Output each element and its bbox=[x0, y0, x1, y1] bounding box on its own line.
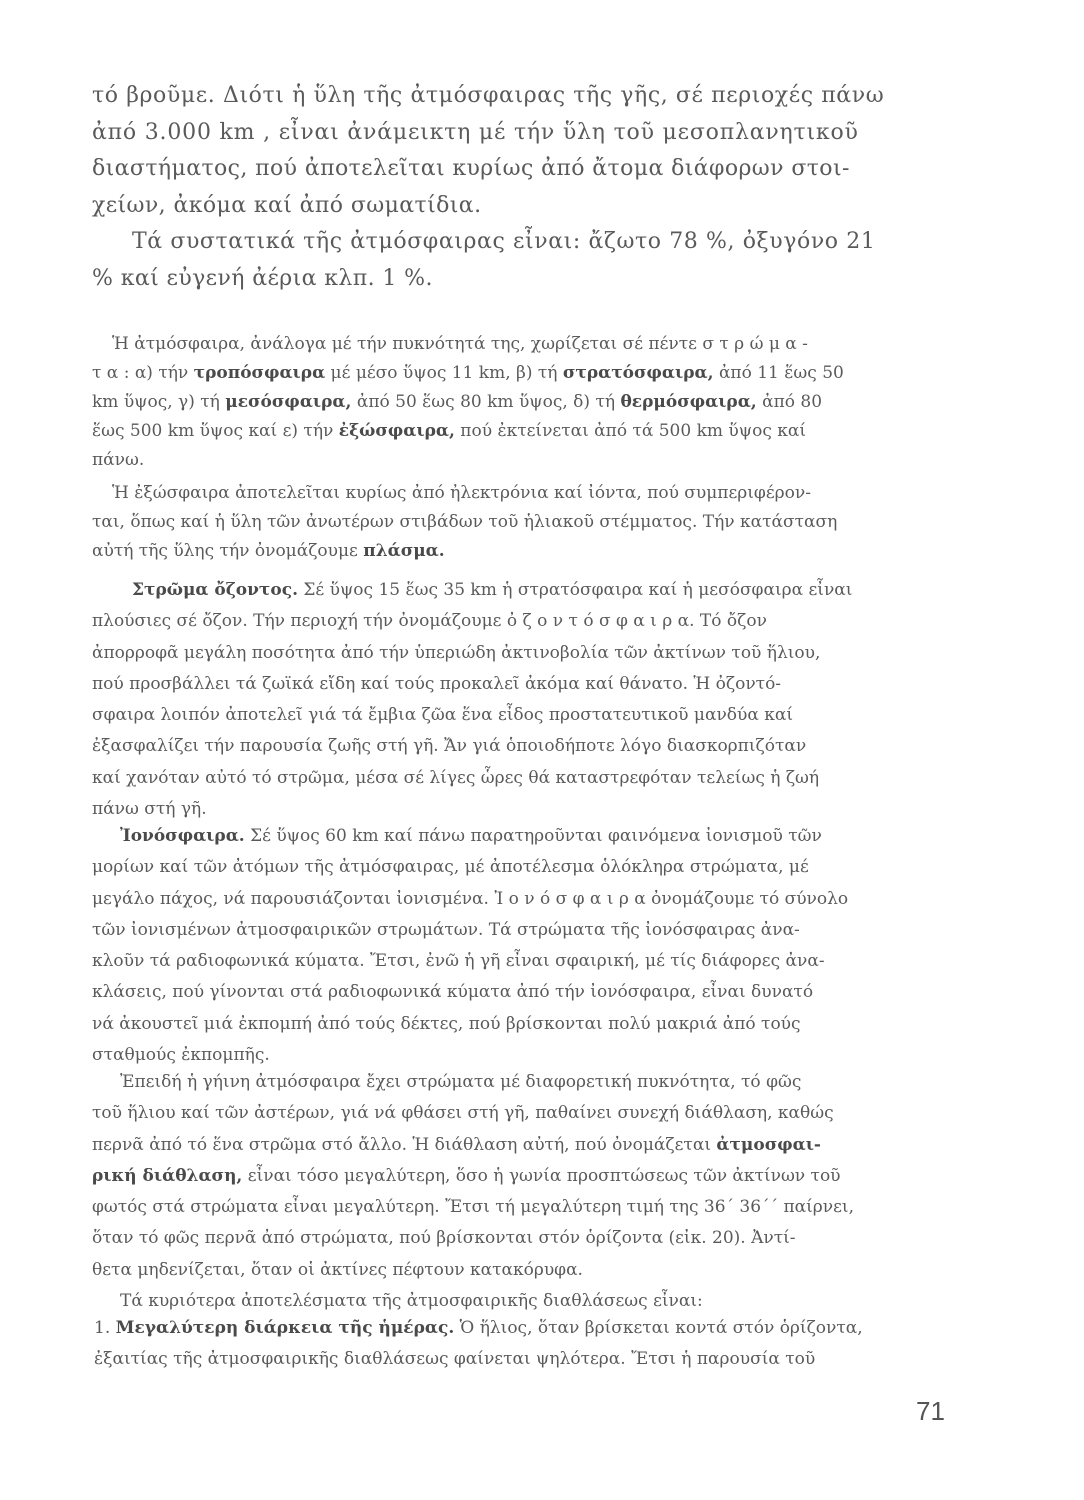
text-span: ἀπό 50 ἕως 80 km ὕψος, δ) τή bbox=[351, 392, 621, 412]
text-line: φωτός στά στρώματα εἶναι μεγαλύτερη. Ἔτσι τή μεγαλύτερη τιμή της 36΄ 36΄΄ παίρνει, bbox=[92, 1197, 854, 1218]
heading-ozone-layer: Στρῶμα ὄζοντος. bbox=[132, 580, 298, 600]
text-span: Ὁ ἥλιος, ὅταν βρίσκεται κοντά στόν ὁρίζοντα, bbox=[454, 1318, 863, 1338]
term-plasma: πλάσμα. bbox=[363, 541, 445, 561]
ionosphere-paragraph bbox=[92, 821, 952, 1071]
text-line: ἐξαιτίας τῆς ἀτμοσφαιρικῆς διαθλάσεως φαίνεται ψηλότερα. Ἔτσι ἡ παρουσία τοῦ bbox=[94, 1349, 816, 1370]
text-line: ἀπό 3.000 km , εἶναι ἀνάμεικτη μέ τήν ὕλη τοῦ μεσοπλανητικοῦ bbox=[92, 119, 859, 145]
text-line: μορίων καί τῶν ἀτόμων τῆς ἀτμόσφαιρας, μέ ἀποτέλεσμα ὁλόκληρα στρώματα, μέ bbox=[92, 857, 809, 878]
text-line bbox=[92, 537, 952, 566]
text-line: ἐξασφαλίζει τήν παρουσία ζωῆς στή γῆ. Ἄν γιά ὁποιοδήποτε λόγο διασκορπιζόταν bbox=[92, 736, 807, 757]
text-line bbox=[92, 417, 952, 446]
text-span: πλούσιες σέ ὄζον. Τήν περιοχή τήν ὀνομάζουμε bbox=[92, 611, 507, 632]
text-line bbox=[92, 388, 952, 417]
spaced-term: σ τ ρ ώ μ α - bbox=[702, 334, 808, 354]
text-line bbox=[92, 606, 952, 637]
text-line: χείων, ἀκόμα καί ἀπό σωματίδια. bbox=[92, 192, 482, 218]
text-line: κλάσεις, πού γίνονται στά ραδιοφωνικά κύματα ἀπό τήν ἰονόσφαιρα, εἶναι δυνατό bbox=[92, 982, 814, 1003]
text-line: Ἡ ἐξώσφαιρα ἀποτελεῖται κυρίως ἀπό ἠλεκτρόνια καί ἰόντα, πού συμπεριφέρον- bbox=[112, 483, 811, 503]
text-line bbox=[92, 359, 952, 388]
spaced-term: ὀ ζ ο ν τ ό σ φ α ι ρ α bbox=[506, 611, 690, 632]
heading-longer-day: Μεγαλύτερη διάρκεια τῆς ἡμέρας. bbox=[115, 1318, 455, 1338]
text-span: ἕως 500 km ὕψος καί ε) τήν bbox=[92, 421, 339, 441]
text-span: ἀπό 80 bbox=[756, 392, 823, 412]
text-span: ὀνομάζουμε τό σύνολο bbox=[645, 888, 849, 909]
text-line: νά ἀκουστεῖ μιά ἐκπομπή ἀπό τούς δέκτες, πού βρίσκονται πολύ μακριά ἀπό τούς bbox=[92, 1013, 801, 1034]
text-line: κλοῦν τά ραδιοφωνικά κύματα. Ἔτσι, ἐνῶ ἡ γῆ εἶναι σφαιρική, μέ τίς διάφορες ἀνα- bbox=[92, 951, 825, 972]
text-span: km ὕψος, γ) τή bbox=[92, 392, 226, 412]
text-line bbox=[92, 1161, 952, 1192]
text-line: τῶν ἰονισμένων ἀτμοσφαιρικῶν στρωμάτων. Τά στρώματα τῆς ἰονόσφαιρας ἀνα- bbox=[92, 919, 800, 940]
intro-paragraph bbox=[92, 78, 952, 297]
text-line bbox=[92, 1130, 952, 1161]
text-line: πάνω στή γῆ. bbox=[92, 799, 207, 820]
term-exosphere: ἐξώσφαιρα, bbox=[338, 421, 455, 441]
text-line bbox=[94, 1313, 952, 1344]
layers-paragraph bbox=[92, 330, 952, 475]
term-thermosphere: θερμόσφαιρα, bbox=[620, 392, 757, 412]
text-span: μεγάλο πάχος, νά παρουσιάζονται ἰονισμένα. bbox=[92, 888, 495, 909]
text-line: διαστήματος, πού ἀποτελεῖται κυρίως ἀπό ἄτομα διάφορων στοι- bbox=[92, 156, 850, 181]
text-line: Ἐπειδή ἡ γήινη ἀτμόσφαιρα ἔχει στρώματα μέ διαφορετική πυκνότητα, τό φῶς bbox=[120, 1072, 802, 1092]
term-atmospheric-refraction: ἀτμοσφαι- bbox=[716, 1134, 821, 1155]
text-line: ὅταν τό φῶς περνᾶ ἀπό στρώματα, πού βρίσκονται στόν ὁρίζοντα (εἰκ. 20). Ἀντί- bbox=[92, 1228, 796, 1249]
term-atmospheric-refraction: ρική διάθλαση, bbox=[92, 1165, 243, 1186]
text-span: Σέ ὕψος 15 ἕως 35 km ἡ στρατόσφαιρα καί ἡ μεσόσφαιρα εἶναι bbox=[297, 580, 853, 600]
list-number: 1. bbox=[94, 1318, 116, 1338]
text-line: Τά κυριότερα ἀποτελέσματα τῆς ἀτμοσφαιρικῆς διαθλάσεως εἶναι: bbox=[120, 1291, 703, 1312]
text-line bbox=[92, 884, 952, 915]
text-line bbox=[92, 821, 952, 852]
text-line: τοῦ ἥλιου καί τῶν ἀστέρων, γιά νά φθάσει στή γῆ, παθαίνει συνεχή διάθλαση, καθώς bbox=[92, 1103, 834, 1124]
page-number: 71 bbox=[916, 1396, 945, 1426]
text-line: σταθμούς ἐκπομπῆς. bbox=[92, 1045, 270, 1066]
term-troposphere: τροπόσφαιρα bbox=[193, 363, 326, 383]
text-span: Σέ ὕψος 60 km καί πάνω παρατηροῦνται φαινόμενα ἰονισμοῦ τῶν bbox=[244, 826, 822, 846]
text-span: πού ἐκτείνεται ἀπό τά 500 km ὕψος καί bbox=[454, 421, 807, 441]
text-span: ἀπό 11 ἕως 50 bbox=[713, 363, 844, 383]
refraction-paragraph bbox=[92, 1067, 952, 1317]
text-line: σφαιρα λοιπόν ἀποτελεῖ γιά τά ἔμβια ζῶα ἕνα εἶδος προστατευτικοῦ μανδύα καί bbox=[92, 705, 794, 726]
text-span: . Τό ὄζον bbox=[689, 611, 767, 632]
text-span: αὐτή τῆς ὕλης τήν ὀνομάζουμε bbox=[92, 541, 364, 561]
text-line: τό βροῦμε. Διότι ἡ ὕλη τῆς ἀτμόσφαιρας τῆς γῆς, σέ περιοχές πάνω bbox=[92, 83, 885, 108]
spaced-term: Ἰ ο ν ό σ φ α ι ρ α bbox=[494, 888, 646, 909]
text-line: θετα μηδενίζεται, ὅταν οἱ ἀκτίνες πέφτουν κατακόρυφα. bbox=[92, 1259, 583, 1280]
list-item bbox=[94, 1313, 952, 1376]
text-line: πού προσβάλλει τά ζωϊκά εἴδη καί τούς προκαλεῖ ἀκόμα καί θάνατο. Ἡ ὀζοντό- bbox=[92, 673, 782, 694]
text-line: Τά συστατικά τῆς ἀτμόσφαιρας εἶναι: ἄζωτο 78 %, ὀξυγόνο 21 bbox=[132, 229, 876, 254]
text-line bbox=[92, 330, 952, 359]
text-span: Ἡ ἀτμόσφαιρα, ἀνάλογα μέ τήν πυκνότητά της, χωρίζεται σέ πέντε bbox=[112, 334, 703, 354]
text-span: μέ μέσο ὕψος 11 km, β) τή bbox=[325, 363, 563, 383]
term-mesosphere: μεσόσφαιρα, bbox=[225, 392, 352, 412]
text-line: ἀπορροφᾶ μεγάλη ποσότητα ἀπό τήν ὑπεριώδη ἀκτινοβολία τῶν ἀκτίνων τοῦ ἥλιου, bbox=[92, 642, 821, 663]
text-span: εἶναι τόσο μεγαλύτερη, ὅσο ἡ γωνία προσπτώσεως τῶν ἀκτίνων τοῦ bbox=[242, 1165, 841, 1186]
term-stratosphere: στρατόσφαιρα, bbox=[562, 363, 714, 383]
text-span: τ α : α) τήν bbox=[92, 363, 194, 383]
text-line: ται, ὅπως καί ἡ ὕλη τῶν ἀνωτέρων στιβάδων τοῦ ἡλιακοῦ στέμματος. Τήν κατάσταση bbox=[92, 512, 838, 532]
text-line bbox=[92, 575, 952, 606]
text-span: περνᾶ ἀπό τό ἕνα στρῶμα στό ἄλλο. Ἡ διάθλαση αὐτή, πού ὀνομάζεται bbox=[92, 1134, 717, 1155]
text-line: πάνω. bbox=[92, 450, 145, 470]
exosphere-paragraph bbox=[92, 479, 952, 566]
text-line: καί χανόταν αὐτό τό στρῶμα, μέσα σέ λίγες ὧρες θά καταστρεφόταν τελείως ἡ ζωή bbox=[92, 767, 820, 788]
heading-ionosphere: Ἰονόσφαιρα. bbox=[120, 826, 245, 846]
text-line: % καί εὐγενή ἀέρια κλπ. 1 %. bbox=[92, 265, 433, 291]
ozone-paragraph bbox=[92, 575, 952, 825]
